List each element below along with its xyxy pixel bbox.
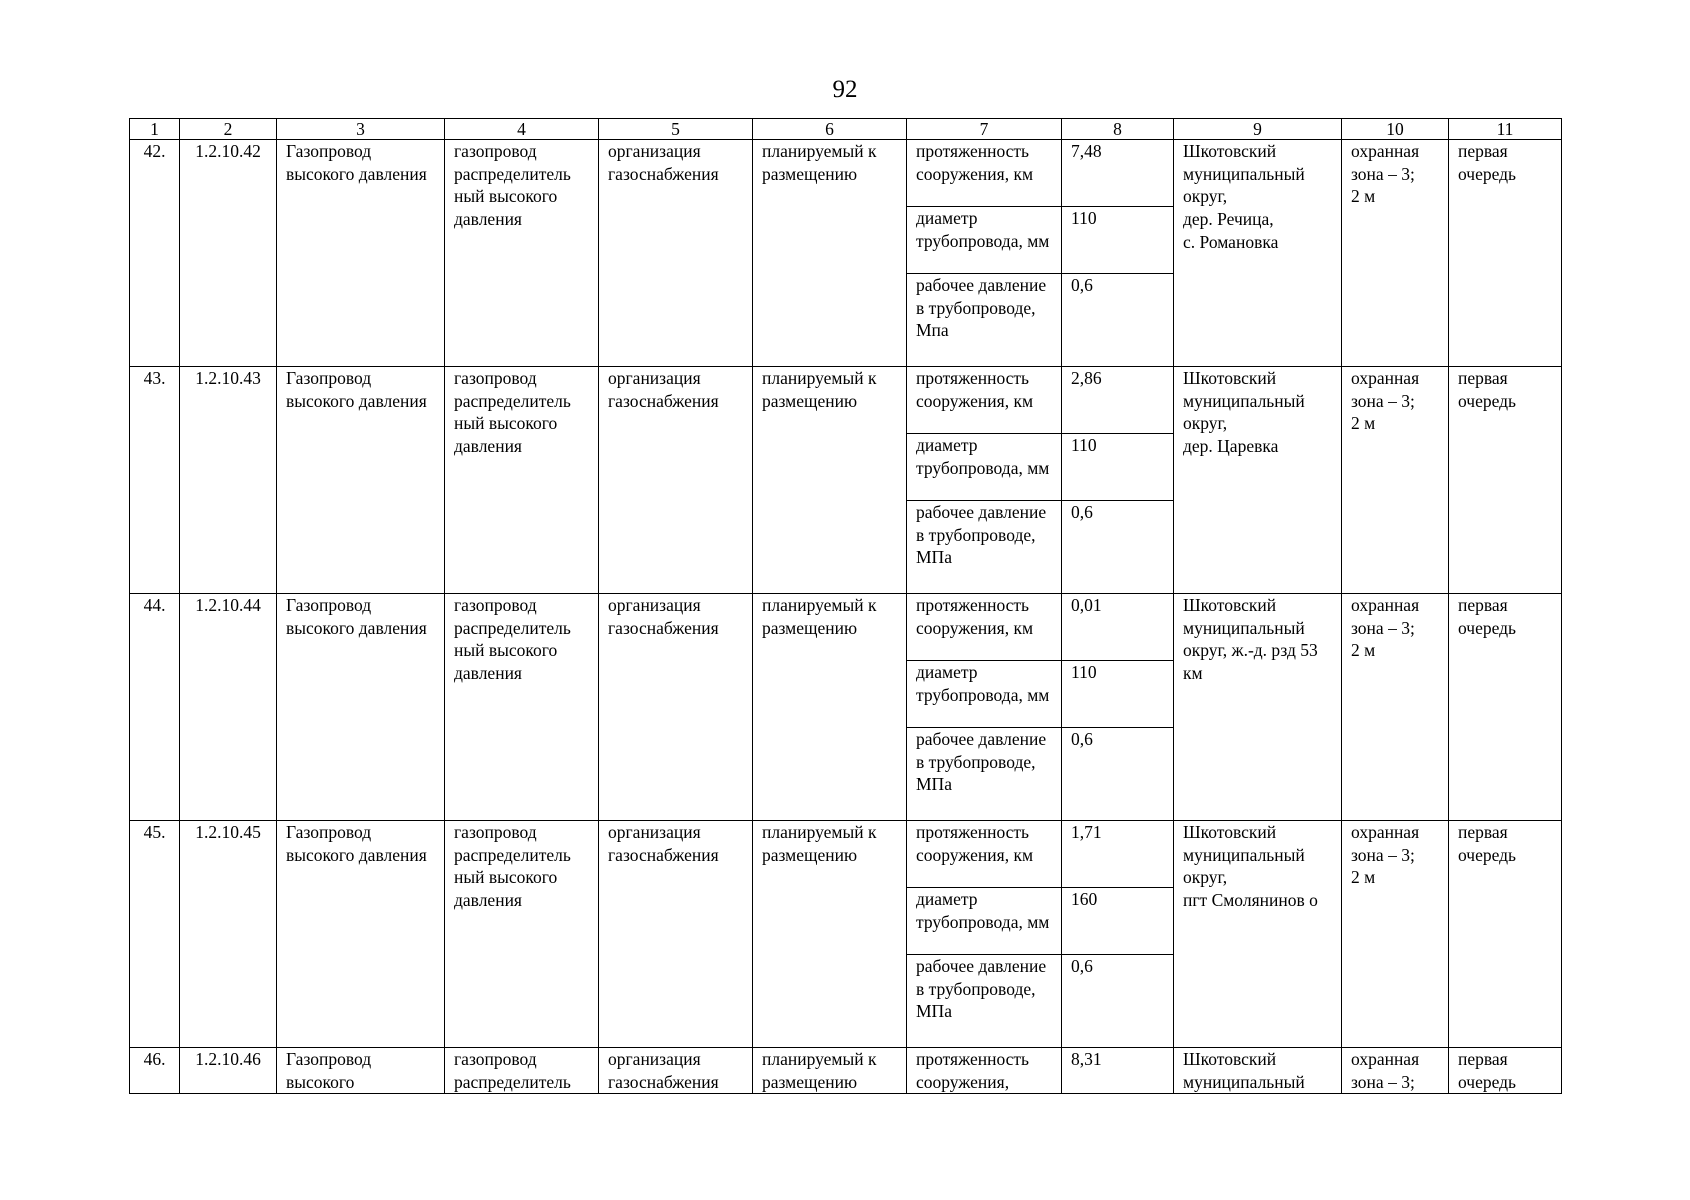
parameter-value: 0,6: [1062, 955, 1174, 1048]
parameter-value: 0,6: [1062, 728, 1174, 821]
column-number: 3: [277, 119, 445, 140]
row-number: 44.: [130, 594, 180, 821]
parameter-value: 2,86: [1062, 367, 1174, 434]
object-code: 1.2.10.44: [180, 594, 277, 821]
responsible-org: организация газоснабжения: [599, 821, 753, 1048]
row-number: 46.: [130, 1048, 180, 1094]
parameter-name: рабочее давление в трубопроводе, МПа: [907, 728, 1062, 821]
parameter-value: 0,01: [1062, 594, 1174, 661]
stage: первая очередь: [1449, 367, 1562, 594]
parameter-name: протяженность сооружения, км: [907, 821, 1062, 888]
parameter-value: 110: [1062, 434, 1174, 501]
table-row: [130, 140, 1562, 207]
column-number: 10: [1342, 119, 1449, 140]
parameter-value: 8,31: [1062, 1048, 1174, 1094]
zone: охранная зона – 3; 2 м: [1342, 367, 1449, 594]
stage: первая очередь: [1449, 1048, 1562, 1094]
object-type: газопровод распределитель ный высокого давления: [445, 821, 599, 1048]
parameter-name: рабочее давление в трубопроводе, МПа: [907, 501, 1062, 594]
responsible-org: организация газоснабжения: [599, 367, 753, 594]
column-number-row: [130, 119, 1562, 140]
parameter-name: диаметр трубопровода, мм: [907, 434, 1062, 501]
parameter-value: 1,71: [1062, 821, 1174, 888]
parameter-name: диаметр трубопровода, мм: [907, 207, 1062, 274]
parameter-value: 160: [1062, 888, 1174, 955]
column-number: 6: [753, 119, 907, 140]
parameter-name: рабочее давление в трубопроводе, МПа: [907, 955, 1062, 1048]
object-type: газопровод распределитель ный высокого давления: [445, 594, 599, 821]
table-row: [130, 367, 1562, 434]
parameter-value: 7,48: [1062, 140, 1174, 207]
object-status: планируемый к размещению: [753, 821, 907, 1048]
column-number: 5: [599, 119, 753, 140]
parameter-value: 110: [1062, 661, 1174, 728]
object-type: газопровод распределитель ный высокого давления: [445, 140, 599, 367]
column-number: 4: [445, 119, 599, 140]
table-row: [130, 821, 1562, 888]
column-number: 8: [1062, 119, 1174, 140]
row-number: 43.: [130, 367, 180, 594]
object-code: 1.2.10.46: [180, 1048, 277, 1094]
location: Шкотовский муниципальный округ, дер. Царевка: [1174, 367, 1342, 594]
parameter-name: протяженность сооружения, км: [907, 594, 1062, 661]
page-number: 92: [832, 76, 858, 103]
object-name: Газопровод высокого давления: [277, 367, 445, 594]
location: Шкотовский муниципальный: [1174, 1048, 1342, 1094]
object-status: планируемый к размещению: [753, 594, 907, 821]
object-name: Газопровод высокого: [277, 1048, 445, 1094]
stage: первая очередь: [1449, 140, 1562, 367]
table-row: [130, 1048, 1562, 1094]
responsible-org: организация газоснабжения: [599, 594, 753, 821]
object-code: 1.2.10.43: [180, 367, 277, 594]
object-name: Газопровод высокого давления: [277, 594, 445, 821]
object-status: планируемый к размещению: [753, 140, 907, 367]
column-number: 11: [1449, 119, 1562, 140]
parameter-name: протяженность сооружения, км: [907, 367, 1062, 434]
parameter-value: 0,6: [1062, 274, 1174, 367]
row-number: 42.: [130, 140, 180, 367]
column-number: 1: [130, 119, 180, 140]
column-number: 7: [907, 119, 1062, 140]
parameter-name: диаметр трубопровода, мм: [907, 661, 1062, 728]
location: Шкотовский муниципальный округ, дер. Речица, с. Романовка: [1174, 140, 1342, 367]
object-status: планируемый к размещению: [753, 367, 907, 594]
zone: охранная зона – 3; 2 м: [1342, 140, 1449, 367]
object-type: газопровод распределитель: [445, 1048, 599, 1094]
table-row: [130, 594, 1562, 661]
objects-table: [129, 118, 1562, 1094]
parameter-name: диаметр трубопровода, мм: [907, 888, 1062, 955]
parameter-name: рабочее давление в трубопроводе, Мпа: [907, 274, 1062, 367]
object-name: Газопровод высокого давления: [277, 140, 445, 367]
location: Шкотовский муниципальный округ, пгт Смолянинов о: [1174, 821, 1342, 1048]
column-number: 2: [180, 119, 277, 140]
responsible-org: организация газоснабжения: [599, 1048, 753, 1094]
object-code: 1.2.10.42: [180, 140, 277, 367]
object-status: планируемый к размещению: [753, 1048, 907, 1094]
stage: первая очередь: [1449, 821, 1562, 1048]
stage: первая очередь: [1449, 594, 1562, 821]
parameter-value: 110: [1062, 207, 1174, 274]
object-type: газопровод распределитель ный высокого давления: [445, 367, 599, 594]
parameter-value: 0,6: [1062, 501, 1174, 594]
row-number: 45.: [130, 821, 180, 1048]
parameter-name: протяженность сооружения, км: [907, 140, 1062, 207]
object-code: 1.2.10.45: [180, 821, 277, 1048]
zone: охранная зона – 3; 2 м: [1342, 594, 1449, 821]
location: Шкотовский муниципальный округ, ж.-д. рзд 53 км: [1174, 594, 1342, 821]
zone: охранная зона – 3;: [1342, 1048, 1449, 1094]
object-name: Газопровод высокого давления: [277, 821, 445, 1048]
zone: охранная зона – 3; 2 м: [1342, 821, 1449, 1048]
responsible-org: организация газоснабжения: [599, 140, 753, 367]
column-number: 9: [1174, 119, 1342, 140]
parameter-name: протяженность сооружения,: [907, 1048, 1062, 1094]
